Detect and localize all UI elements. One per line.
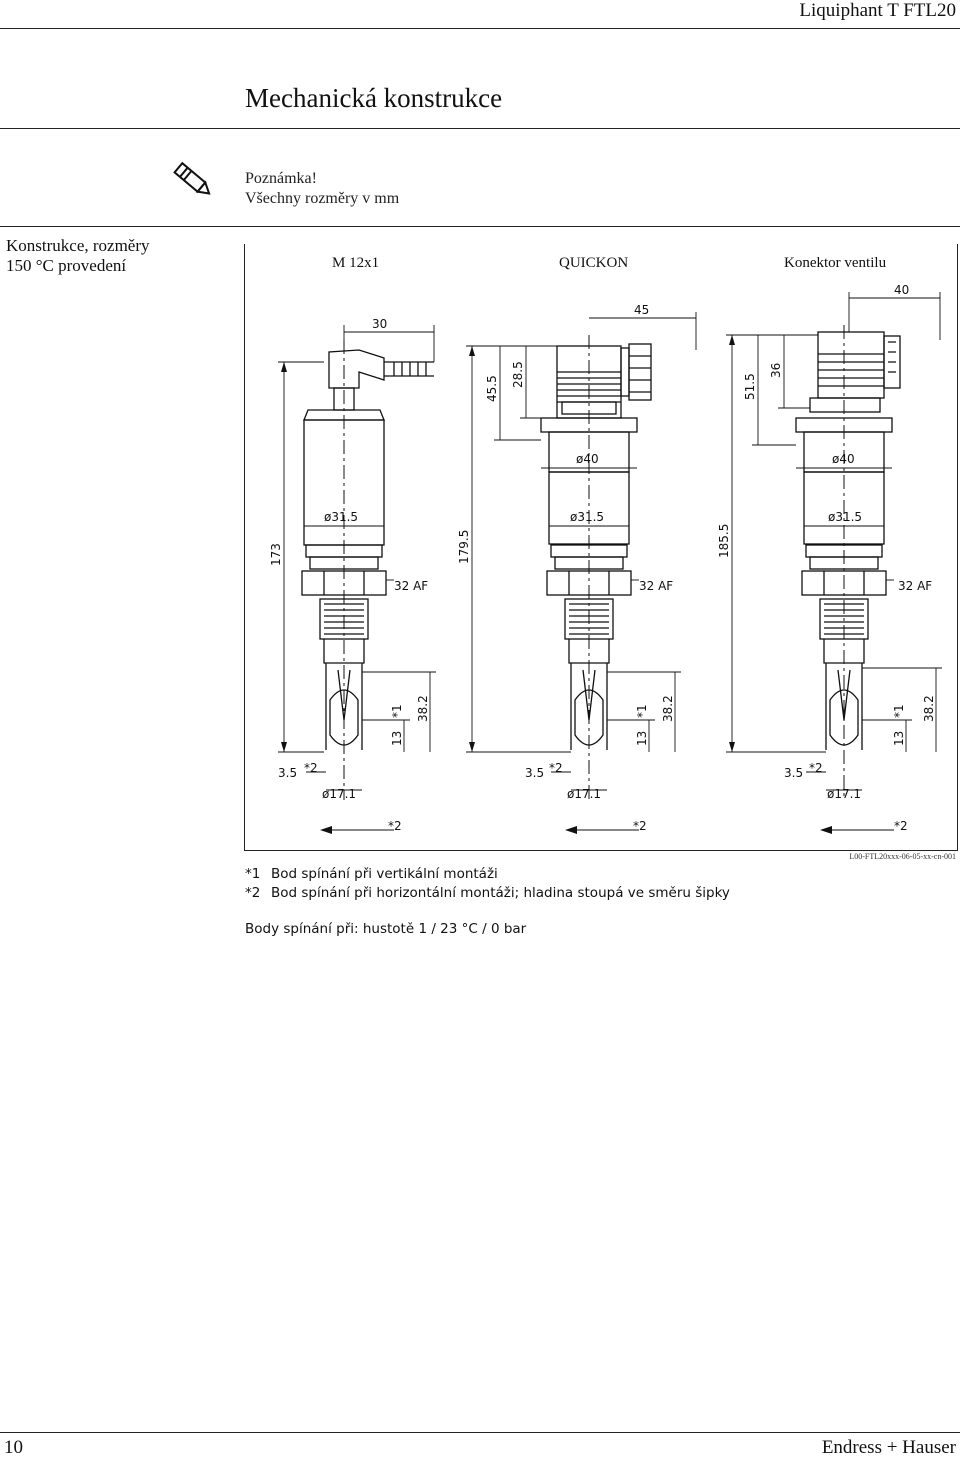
dim-173: 173: [269, 543, 283, 566]
dim-3-5-m12: 3.5: [278, 766, 298, 780]
dim-36: 36: [769, 362, 783, 378]
mark-star2-quickon: *2: [549, 761, 563, 775]
dim-38-2-valve: 38.2: [922, 695, 936, 722]
dim-185-5: 185.5: [717, 523, 731, 558]
dim-dia31-5-m12: ø31.5: [324, 510, 359, 524]
dim-dia31-5-valve: ø31.5: [828, 510, 863, 524]
header-rule: [0, 28, 960, 29]
legend-text-2: Bod spínání při horizontální montáži; hladina stoupá ve směru šipky: [271, 885, 730, 901]
dim-dia40-quickon: ø40: [576, 452, 599, 466]
dim-30: 30: [372, 317, 388, 331]
dim-af-valve: 32 AF: [898, 579, 933, 593]
dim-af-quickon: 32 AF: [639, 579, 674, 593]
section-rule: [0, 128, 960, 129]
dim-dia31-5-quickon: ø31.5: [570, 510, 605, 524]
legend-mark-2: *2: [245, 885, 261, 901]
mark-star2-m12: *2: [304, 761, 318, 775]
header-product-title: Liquiphant T FTL20: [799, 0, 956, 21]
note-title: Poznámka!: [245, 170, 317, 187]
dim-dia17-1-valve: ø17.1: [827, 787, 862, 801]
note-rule: [0, 226, 960, 227]
mark-star2-arrow-quickon: *2: [633, 819, 647, 833]
column-heading-quickon: QUICKON: [559, 255, 629, 271]
pencil-note-icon: [168, 155, 218, 205]
mark-star2-arrow-m12: *2: [388, 819, 402, 833]
mark-star1-quickon: *1: [635, 704, 649, 718]
dim-38-2-m12: 38.2: [416, 695, 430, 722]
column-heading-m12: M 12x1: [332, 255, 380, 271]
dim-28-5: 28.5: [511, 361, 525, 388]
legend-mark-1: *1: [245, 866, 261, 882]
note-text: Všechny rozměry v mm: [245, 190, 400, 207]
mark-star2-valve: *2: [809, 761, 823, 775]
brand-name: Endress + Hauser: [821, 1437, 956, 1458]
dim-38-2-quickon: 38.2: [661, 695, 675, 722]
page-number: 10: [4, 1437, 23, 1458]
dim-dia40-valve: ø40: [832, 452, 855, 466]
mark-star1-valve: *1: [892, 704, 906, 718]
dim-af-m12: 32 AF: [394, 579, 429, 593]
legend-item-2: [245, 885, 730, 901]
dimension-drawing: [244, 280, 956, 848]
figure-id: L00-FTL20xxx-06-05-xx-cn-001: [849, 852, 956, 861]
column-heading-valve-connector: Konektor ventilu: [784, 255, 887, 271]
side-label-line2: 150 °C provedení: [6, 256, 127, 275]
mark-star1-m12: *1: [390, 704, 404, 718]
dim-dia17-1-m12: ø17.1: [322, 787, 357, 801]
side-label-line1: Konstrukce, rozměry: [6, 236, 150, 255]
dim-51-5: 51.5: [743, 373, 757, 400]
mark-star2-arrow-valve: *2: [894, 819, 908, 833]
dim-45-5: 45.5: [485, 375, 499, 402]
dim-13-valve: 13: [892, 730, 906, 746]
dim-45: 45: [634, 303, 650, 317]
footer-rule: [0, 1432, 960, 1433]
dim-3-5-quickon: 3.5: [525, 766, 545, 780]
dim-3-5-valve: 3.5: [784, 766, 804, 780]
legend-text-1: Bod spínání při vertikální montáži: [271, 866, 498, 882]
switch-point-note: Body spínání při: hustotě 1 / 23 °C / 0 bar: [245, 921, 527, 937]
dim-13-m12: 13: [390, 730, 404, 746]
legend-item-1: [245, 866, 498, 882]
section-title: Mechanická konstrukce: [245, 83, 503, 113]
dim-13-quickon: 13: [635, 730, 649, 746]
dim-dia17-1-quickon: ø17.1: [567, 787, 602, 801]
dim-179-5: 179.5: [457, 529, 471, 564]
dim-40: 40: [894, 283, 910, 297]
